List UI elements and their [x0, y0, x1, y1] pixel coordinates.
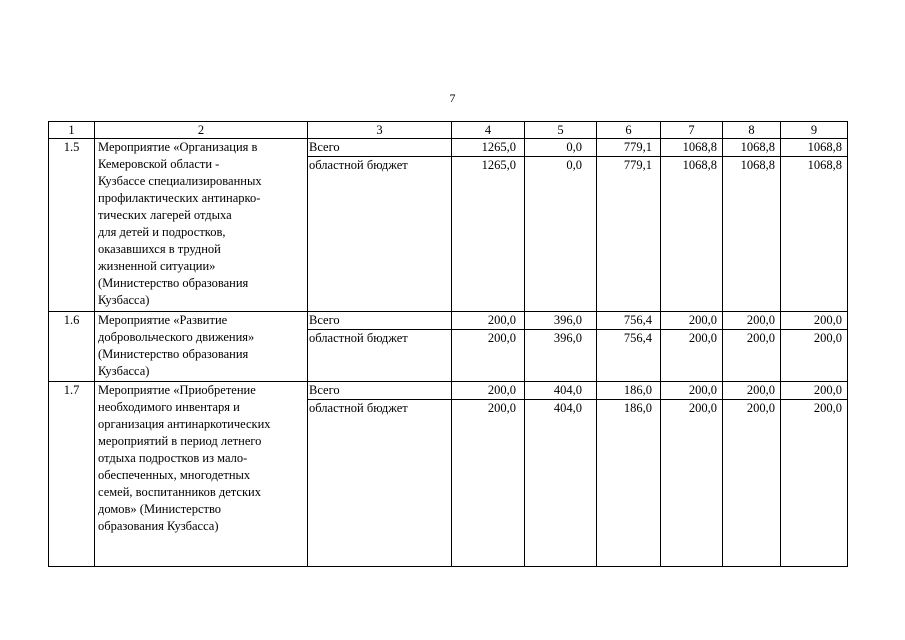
- description-line: жизненной ситуации»: [98, 259, 216, 273]
- value-cell: 200,0: [452, 330, 525, 382]
- description-line: Кузбасса): [98, 364, 150, 378]
- value-cell: 404,0: [525, 400, 597, 567]
- row-description: [95, 312, 308, 382]
- description-line: обеспеченных, многодетных: [98, 468, 251, 482]
- header-cell: 1: [49, 122, 95, 139]
- description-line: для детей и подростков,: [98, 225, 226, 239]
- description-line: оказавшихся в трудной: [98, 242, 221, 256]
- value-cell: 200,0: [723, 312, 781, 330]
- funding-source: Всего: [308, 312, 452, 330]
- description-line: необходимого инвентаря и: [98, 400, 240, 414]
- value-cell: 1068,8: [661, 139, 723, 157]
- value-cell: 756,4: [597, 330, 661, 382]
- description-line: семей, воспитанников детских: [98, 485, 261, 499]
- value-cell: 779,1: [597, 157, 661, 312]
- value-cell: 186,0: [597, 400, 661, 567]
- table-row: [49, 139, 848, 157]
- value-cell: 200,0: [661, 400, 723, 567]
- value-cell: 200,0: [781, 330, 848, 382]
- value-cell: 1265,0: [452, 157, 525, 312]
- description-line: профилактических антинарко-: [98, 191, 261, 205]
- header-cell: 8: [723, 122, 781, 139]
- value-cell: 200,0: [661, 330, 723, 382]
- funding-source: областной бюджет: [308, 400, 452, 567]
- row-number: 1.6: [49, 312, 95, 382]
- header-cell: 4: [452, 122, 525, 139]
- value-cell: 396,0: [525, 312, 597, 330]
- row-number: 1.7: [49, 382, 95, 567]
- header-row: [49, 122, 848, 139]
- value-cell: 200,0: [723, 330, 781, 382]
- value-cell: 779,1: [597, 139, 661, 157]
- value-cell: 200,0: [452, 382, 525, 400]
- value-cell: 0,0: [525, 139, 597, 157]
- value-cell: 1068,8: [661, 157, 723, 312]
- value-cell: 200,0: [452, 312, 525, 330]
- header-cell: 9: [781, 122, 848, 139]
- value-cell: 756,4: [597, 312, 661, 330]
- header-cell: 3: [308, 122, 452, 139]
- funding-source: областной бюджет: [308, 157, 452, 312]
- value-cell: 186,0: [597, 382, 661, 400]
- description-line: Мероприятие «Приобретение: [98, 383, 256, 397]
- row-description: [95, 139, 308, 312]
- header-cell: 2: [95, 122, 308, 139]
- value-cell: 200,0: [452, 400, 525, 567]
- value-cell: 396,0: [525, 330, 597, 382]
- value-cell: 1265,0: [452, 139, 525, 157]
- description-line: добровольческого движения»: [98, 330, 255, 344]
- table-row: [49, 312, 848, 330]
- funding-source: областной бюджет: [308, 330, 452, 382]
- description-line: Мероприятие «Организация в: [98, 140, 258, 154]
- description-line: Кемеровской области -: [98, 157, 220, 171]
- description-line: (Министерство образования: [98, 347, 249, 361]
- description-line: Мероприятие «Развитие: [98, 313, 228, 327]
- description-line: тических лагерей отдыха: [98, 208, 232, 222]
- value-cell: 200,0: [723, 382, 781, 400]
- row-number: 1.5: [49, 139, 95, 312]
- funding-source: Всего: [308, 139, 452, 157]
- value-cell: 1068,8: [723, 139, 781, 157]
- value-cell: 1068,8: [781, 139, 848, 157]
- funding-source: Всего: [308, 382, 452, 400]
- description-line: отдыха подростков из мало-: [98, 451, 248, 465]
- value-cell: 404,0: [525, 382, 597, 400]
- value-cell: 0,0: [525, 157, 597, 312]
- description-line: домов» (Министерство: [98, 502, 222, 516]
- value-cell: 200,0: [781, 382, 848, 400]
- value-cell: 200,0: [723, 400, 781, 567]
- description-line: образования Кузбасса): [98, 519, 219, 533]
- value-cell: 200,0: [661, 382, 723, 400]
- value-cell: 200,0: [781, 312, 848, 330]
- value-cell: 200,0: [661, 312, 723, 330]
- budget-table: [48, 121, 848, 567]
- row-description: [95, 382, 308, 567]
- value-cell: 1068,8: [723, 157, 781, 312]
- header-cell: 7: [661, 122, 723, 139]
- description-line: организация антинаркотических: [98, 417, 271, 431]
- table-row: [49, 382, 848, 400]
- header-cell: 5: [525, 122, 597, 139]
- value-cell: 200,0: [781, 400, 848, 567]
- value-cell: 1068,8: [781, 157, 848, 312]
- description-line: мероприятий в период летнего: [98, 434, 262, 448]
- header-cell: 6: [597, 122, 661, 139]
- page-number: 7: [449, 91, 456, 105]
- description-line: Кузбассе специализированных: [98, 174, 262, 188]
- description-line: Кузбасса): [98, 293, 150, 307]
- description-line: (Министерство образования: [98, 276, 249, 290]
